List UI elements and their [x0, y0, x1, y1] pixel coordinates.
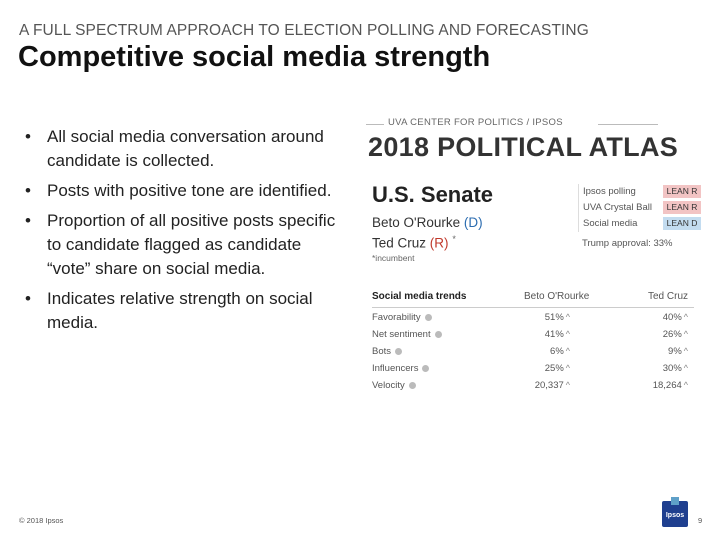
info-icon[interactable]: [395, 348, 402, 355]
info-icon[interactable]: [435, 331, 442, 338]
caret-up-icon: ^: [565, 312, 570, 322]
metric-label: Velocity: [372, 380, 416, 391]
divider: [366, 124, 384, 125]
candidate-name: Ted Cruz: [372, 235, 427, 251]
slide-title: Competitive social media strength: [18, 41, 491, 73]
rating-source: Social media: [583, 218, 638, 229]
political-atlas-panel: [366, 114, 702, 404]
bullet-text: All social media conversation around candidate is collected.: [47, 127, 324, 170]
trends-heading: Social media trends: [372, 291, 467, 302]
metric-label: Bots: [372, 346, 402, 357]
caret-up-icon: ^: [683, 363, 688, 373]
candidate-name: Beto O'Rourke: [372, 215, 461, 230]
bullet-text: Proportion of all positive posts specific to candidate flagged as candidate “vote” share on social media.: [47, 211, 336, 278]
race-title: U.S. Senate: [372, 182, 494, 207]
metric-value-candidate1: 20,337 ^: [534, 380, 570, 391]
caret-up-icon: ^: [565, 380, 570, 390]
metric-value-candidate1: 41% ^: [544, 329, 570, 340]
column-header-candidate2: Ted Cruz: [647, 291, 688, 302]
divider: [598, 124, 658, 125]
incumbent-note: *incumbent: [372, 253, 415, 263]
atlas-source: UVA CENTER FOR POLITICS / IPSOS: [388, 117, 563, 128]
social-media-trends-table: [372, 289, 694, 393]
bullet-text: Indicates relative strength on social media.: [47, 289, 313, 332]
slide-kicker: A FULL SPECTRUM APPROACH TO ELECTION POLLING AND FORECASTING: [19, 22, 589, 39]
caret-up-icon: ^: [565, 329, 570, 339]
metric-label: Influencers: [372, 363, 429, 374]
table-row: [372, 376, 694, 393]
rating-badge: LEAN R: [663, 185, 701, 198]
metric-value-candidate2: 18,264 ^: [652, 380, 688, 391]
caret-up-icon: ^: [683, 312, 688, 322]
bullet-list: [25, 125, 345, 341]
bullet-dot: •: [25, 211, 31, 230]
info-icon[interactable]: [422, 365, 429, 372]
rating-row: [583, 216, 707, 232]
atlas-title: 2018 POLITICAL ATLAS: [368, 132, 679, 162]
caret-up-icon: ^: [565, 346, 570, 356]
logo-text: Ipsos: [665, 512, 685, 519]
metric-label: Favorability: [372, 312, 432, 323]
page-number: 9: [698, 516, 703, 525]
party-label: (R): [429, 235, 449, 251]
table-row: [372, 308, 694, 325]
bullet-dot: •: [25, 289, 31, 308]
column-header-candidate1: Beto O'Rourke: [524, 291, 590, 302]
candidate-republican: [372, 234, 456, 251]
metric-value-candidate2: 9% ^: [668, 346, 688, 357]
rating-badge: LEAN R: [663, 201, 701, 214]
rating-row: [583, 200, 707, 216]
rating-row: [583, 184, 707, 200]
metric-value-candidate1: 6% ^: [550, 346, 570, 357]
party-label: (D): [463, 215, 483, 230]
bullet-item: [25, 179, 345, 203]
ratings-table: [578, 184, 707, 232]
trump-approval: Trump approval: 33%: [582, 238, 673, 249]
caret-up-icon: ^: [565, 363, 570, 373]
metric-value-candidate1: 51% ^: [544, 312, 570, 323]
table-row: [372, 342, 694, 359]
metric-value-candidate1: 25% ^: [544, 363, 570, 374]
caret-up-icon: ^: [683, 329, 688, 339]
copyright: © 2018 Ipsos: [19, 516, 64, 525]
logo-notch: [671, 497, 679, 505]
table-row: [372, 359, 694, 376]
rating-source: Ipsos polling: [583, 186, 636, 197]
table-row: [372, 325, 694, 342]
candidate-democrat: [372, 215, 483, 230]
info-icon[interactable]: [425, 314, 432, 321]
metric-label: Net sentiment: [372, 329, 442, 340]
bullet-text: Posts with positive tone are identified.: [47, 181, 332, 200]
incumbent-marker: *: [452, 234, 456, 244]
bullet-item: [25, 125, 345, 173]
metric-value-candidate2: 40% ^: [662, 312, 688, 323]
metric-value-candidate2: 30% ^: [662, 363, 688, 374]
caret-up-icon: ^: [683, 380, 688, 390]
rating-badge: LEAN D: [663, 217, 701, 230]
trends-header: [372, 289, 694, 308]
rating-source: UVA Crystal Ball: [583, 202, 652, 213]
bullet-item: [25, 209, 345, 281]
bullet-dot: •: [25, 127, 31, 146]
info-icon[interactable]: [409, 382, 416, 389]
ipsos-logo: [662, 501, 688, 527]
bullet-dot: •: [25, 181, 31, 200]
caret-up-icon: ^: [683, 346, 688, 356]
metric-value-candidate2: 26% ^: [662, 329, 688, 340]
bullet-item: [25, 287, 345, 335]
